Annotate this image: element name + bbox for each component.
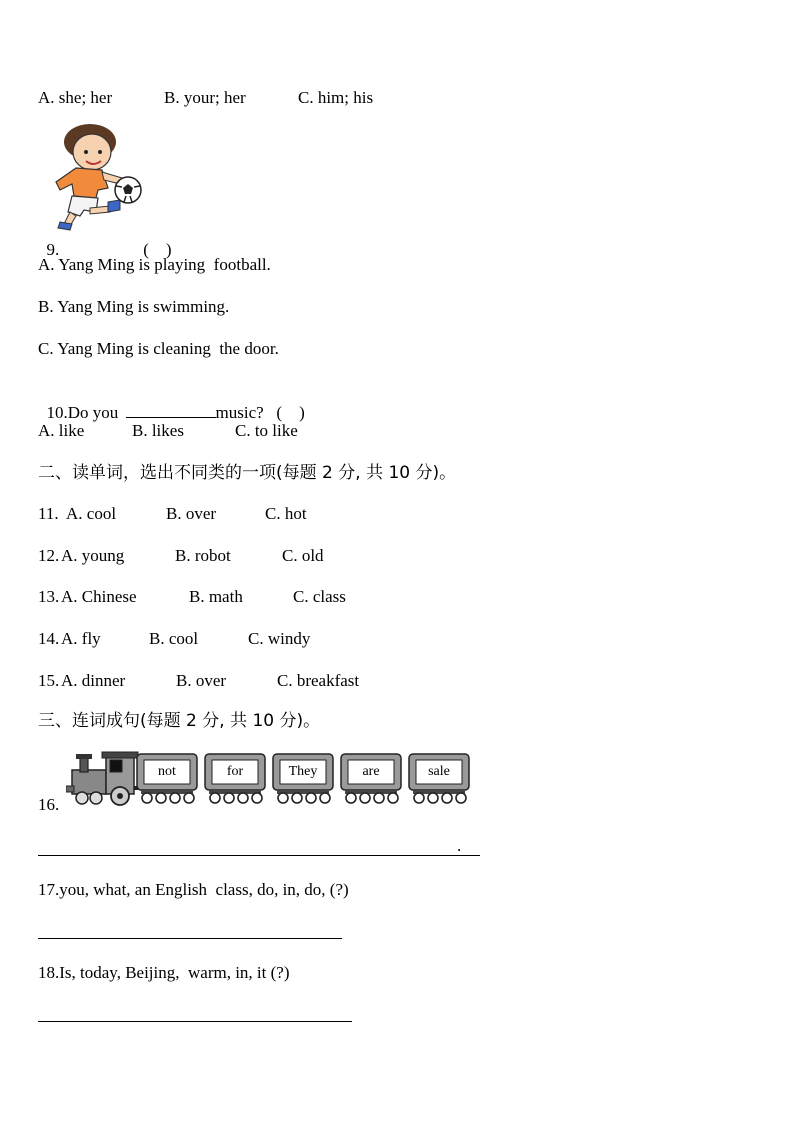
q16-number: 16. xyxy=(38,795,60,814)
q10-option-b: B. likes xyxy=(132,421,184,440)
q15-number: 15. xyxy=(38,671,60,690)
q9-option-c: C. Yang Ming is cleaning the door. xyxy=(38,339,279,358)
train-car xyxy=(407,752,471,804)
q9-number: 9. xyxy=(46,240,60,259)
q13-option-c: C. class xyxy=(293,587,346,606)
q10-stem-before: 10.Do you xyxy=(46,403,123,422)
q11-number: 11. xyxy=(38,504,63,523)
train-word: sale xyxy=(428,764,450,779)
q12-number: 12. xyxy=(38,546,60,565)
q8-option-a: A. she; her xyxy=(38,88,113,107)
q10-option-c: C. to like xyxy=(235,421,298,440)
q15-option-a: A. dinner xyxy=(61,671,126,690)
q11-option-b: B. over xyxy=(166,504,217,523)
q9-answer-bracket: ( ) xyxy=(143,240,172,259)
q18-stem: 18.Is, today, Beijing, warm, in, it (?) xyxy=(38,963,290,982)
q17-answer-line xyxy=(38,938,342,939)
locomotive-icon xyxy=(66,752,138,805)
q11-option-a: A. cool xyxy=(66,504,117,523)
q15-option-b: B. over xyxy=(176,671,227,690)
q11-option-c: C. hot xyxy=(265,504,307,523)
section3-title: 三、连词成句(每题 2 分, 共 10 分)。 xyxy=(38,711,321,731)
q14-option-a: A. fly xyxy=(61,629,101,648)
q8-option-c: C. him; his xyxy=(298,88,374,107)
section2-title: 二、读单词，选出不同类的一项(每题 2 分, 共 10 分)。 xyxy=(38,463,457,483)
train-word: They xyxy=(288,764,318,779)
q8-option-b: B. your; her xyxy=(164,88,246,107)
train-word: not xyxy=(158,764,176,779)
q13-option-a: A. Chinese xyxy=(61,587,137,606)
train-car xyxy=(271,752,335,804)
train-word: for xyxy=(226,764,244,779)
q10-option-a: A. like xyxy=(38,421,85,440)
q10-stem-after: music? ( ) xyxy=(215,403,305,422)
q15-option-c: C. breakfast xyxy=(277,671,360,690)
q12-option-c: C. old xyxy=(282,546,324,565)
q18-answer-line xyxy=(38,1021,352,1022)
q14-option-c: C. windy xyxy=(248,629,311,648)
q12-option-b: B. robot xyxy=(175,546,231,565)
q13-option-b: B. math xyxy=(189,587,243,606)
boy-kicking-football-image xyxy=(50,120,145,232)
q9-option-b: B. Yang Ming is swimming. xyxy=(38,297,230,316)
q14-number: 14. xyxy=(38,629,60,648)
train-car xyxy=(135,752,199,804)
q10-blank xyxy=(126,401,216,418)
q14-option-b: B. cool xyxy=(149,629,199,648)
q10-stem xyxy=(38,379,305,424)
train-car xyxy=(203,752,267,804)
q17-stem: 17.you, what, an English class, do, in, do, (?) xyxy=(38,880,349,899)
q9-option-a: A. Yang Ming is playing football. xyxy=(38,255,271,274)
q12-option-a: A. young xyxy=(61,546,125,565)
train-car xyxy=(339,752,403,804)
q16-end-mark: . xyxy=(457,836,462,855)
train-word: are xyxy=(362,764,380,779)
q13-number: 13. xyxy=(38,587,60,606)
q16-answer-line xyxy=(38,855,480,856)
